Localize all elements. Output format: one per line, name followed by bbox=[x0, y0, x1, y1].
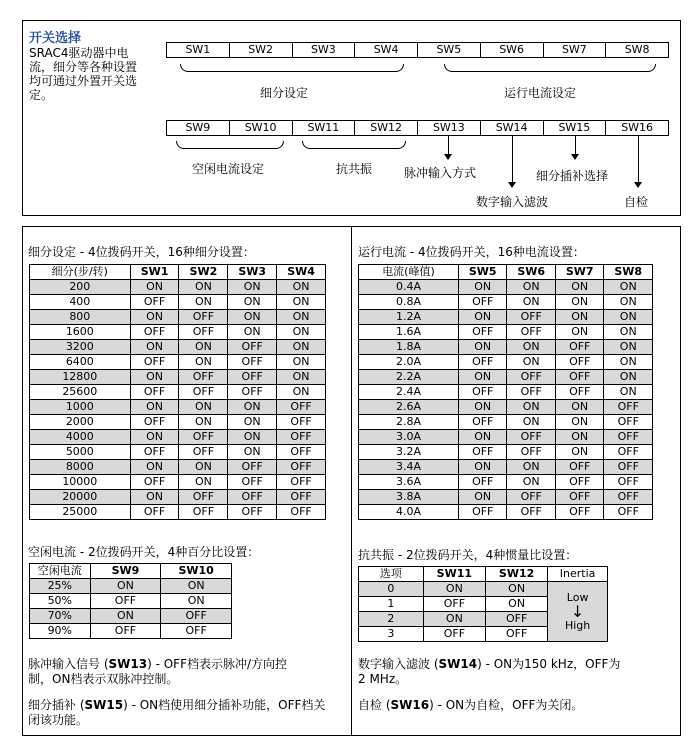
table-cell: ON bbox=[507, 415, 556, 430]
table-cell: ON bbox=[130, 460, 179, 475]
table-header-cell: Inertia bbox=[548, 567, 608, 582]
switch-label: SW8 bbox=[624, 43, 650, 56]
switch-label: SW10 bbox=[230, 121, 293, 135]
table-cell: OFF bbox=[179, 490, 228, 505]
table-row bbox=[359, 370, 653, 385]
table-cell: OFF bbox=[458, 385, 507, 400]
table-cell: 5000 bbox=[30, 445, 131, 460]
idle-heading: 空闲电流 - 2位拨码开关，4种百分比设置： bbox=[28, 545, 260, 559]
table-row bbox=[359, 355, 653, 370]
table-cell: ON bbox=[507, 340, 556, 355]
table-cell: ON bbox=[277, 385, 326, 400]
table-cell: 90% bbox=[30, 624, 91, 639]
table-row bbox=[359, 400, 653, 415]
table-cell: OFF bbox=[507, 505, 556, 520]
table-cell: ON bbox=[458, 280, 507, 295]
table-cell: ON bbox=[507, 475, 556, 490]
subdiv-heading: 细分设定 - 4位拨码开关，16种细分设置： bbox=[28, 245, 255, 259]
label-self: 自检 bbox=[624, 195, 649, 209]
switch-row-1 bbox=[166, 42, 669, 58]
table-cell: OFF bbox=[555, 490, 604, 505]
table-cell: ON bbox=[179, 400, 228, 415]
table-row bbox=[30, 505, 326, 520]
table-row bbox=[30, 370, 326, 385]
table-cell: ON bbox=[458, 460, 507, 475]
table-cell: 1600 bbox=[30, 325, 131, 340]
table-cell: OFF bbox=[485, 612, 547, 627]
table-cell: ON bbox=[507, 355, 556, 370]
table-row bbox=[359, 280, 653, 295]
digital-note: 数字输入滤波 (SW14) - ON为150 kHz，OFF为 2 MHz。 bbox=[358, 657, 621, 686]
table-header-row bbox=[359, 265, 653, 280]
table-cell: OFF bbox=[90, 624, 161, 639]
table-cell: ON bbox=[130, 370, 179, 385]
table-cell: ON bbox=[555, 400, 604, 415]
table-cell: OFF bbox=[179, 385, 228, 400]
table-cell: OFF bbox=[277, 445, 326, 460]
anti-heading: 抗共振 - 2位拨码开关，4种惯量比设置： bbox=[358, 548, 578, 562]
table-cell: ON bbox=[90, 579, 161, 594]
table-cell: 2.2A bbox=[359, 370, 459, 385]
switch-label: SW16 bbox=[621, 121, 654, 134]
table-row bbox=[30, 310, 326, 325]
anti-table bbox=[358, 566, 608, 642]
table-cell: OFF bbox=[277, 400, 326, 415]
table-cell: ON bbox=[179, 460, 228, 475]
self-note: 自检 (SW16) - ON为自检，OFF为关闭。 bbox=[358, 698, 584, 712]
table-cell: 2.0A bbox=[359, 355, 459, 370]
table-cell: ON bbox=[507, 460, 556, 475]
table-cell: 1000 bbox=[30, 400, 131, 415]
interp-arrow-line bbox=[575, 136, 576, 156]
table-cell: ON bbox=[228, 415, 277, 430]
table-header-cell: SW12 bbox=[485, 567, 547, 582]
table-header-cell: SW1 bbox=[130, 265, 179, 280]
idle-brace bbox=[176, 141, 284, 149]
table-cell: 4000 bbox=[30, 430, 131, 445]
table-row bbox=[30, 475, 326, 490]
table-header-cell: SW7 bbox=[555, 265, 604, 280]
subdiv-table bbox=[29, 264, 326, 520]
switch-label: SW15 bbox=[544, 121, 607, 135]
table-row bbox=[30, 445, 326, 460]
table-row bbox=[30, 594, 232, 609]
table-row bbox=[359, 310, 653, 325]
table-row bbox=[359, 415, 653, 430]
table-cell: 12800 bbox=[30, 370, 131, 385]
table-cell: OFF bbox=[277, 490, 326, 505]
table-cell: OFF bbox=[604, 400, 653, 415]
table-cell: OFF bbox=[130, 475, 179, 490]
table-cell: 1 bbox=[359, 597, 424, 612]
table-cell: OFF bbox=[555, 370, 604, 385]
label-subdiv: 细分设定 bbox=[260, 86, 309, 100]
subdiv-brace bbox=[180, 64, 404, 72]
switch-label: SW4 bbox=[355, 43, 418, 57]
table-cell: ON bbox=[179, 415, 228, 430]
table-cell: ON bbox=[228, 430, 277, 445]
table-cell: ON bbox=[179, 280, 228, 295]
section-title: 开关选择 bbox=[29, 31, 82, 46]
table-cell: OFF bbox=[507, 325, 556, 340]
table-header-cell: SW3 bbox=[228, 265, 277, 280]
table-cell: ON bbox=[555, 295, 604, 310]
table-header-cell: SW10 bbox=[161, 564, 232, 579]
table-cell: ON bbox=[604, 355, 653, 370]
table-cell: ON bbox=[130, 310, 179, 325]
table-cell: ON bbox=[277, 310, 326, 325]
table-header-cell: SW9 bbox=[90, 564, 161, 579]
table-cell: 0 bbox=[359, 582, 424, 597]
table-header-cell: 电流(峰值) bbox=[359, 265, 459, 280]
table-cell: ON bbox=[604, 385, 653, 400]
table-row bbox=[359, 490, 653, 505]
switch-label: SW12 bbox=[355, 121, 418, 135]
table-header-cell: SW11 bbox=[423, 567, 485, 582]
table-cell: ON bbox=[555, 445, 604, 460]
table-cell: 2000 bbox=[30, 415, 131, 430]
table-cell: 400 bbox=[30, 295, 131, 310]
table-row bbox=[30, 325, 326, 340]
table-cell: 70% bbox=[30, 609, 91, 624]
table-row bbox=[359, 582, 608, 597]
table-row bbox=[30, 355, 326, 370]
table-cell: ON bbox=[228, 445, 277, 460]
table-cell: OFF bbox=[507, 430, 556, 445]
table-header-cell: 细分(步/转) bbox=[30, 265, 131, 280]
switch-label: SW6 bbox=[481, 43, 544, 57]
table-cell: OFF bbox=[130, 355, 179, 370]
table-cell: ON bbox=[555, 280, 604, 295]
table-cell: ON bbox=[277, 295, 326, 310]
switch-label: SW14 bbox=[481, 121, 544, 135]
table-cell: OFF bbox=[507, 385, 556, 400]
table-cell: ON bbox=[458, 490, 507, 505]
table-cell: OFF bbox=[507, 310, 556, 325]
table-cell: OFF bbox=[555, 340, 604, 355]
table-row bbox=[30, 385, 326, 400]
switch-label: SW1 bbox=[167, 43, 230, 57]
table-cell: 3.8A bbox=[359, 490, 459, 505]
table-cell: ON bbox=[485, 582, 547, 597]
table-row bbox=[30, 400, 326, 415]
table-cell: OFF bbox=[604, 475, 653, 490]
table-cell: OFF bbox=[130, 415, 179, 430]
table-cell: ON bbox=[507, 400, 556, 415]
table-cell: OFF bbox=[228, 475, 277, 490]
table-header-cell: SW4 bbox=[277, 265, 326, 280]
switch-label: SW5 bbox=[418, 43, 481, 57]
switch-label: SW2 bbox=[230, 43, 293, 57]
table-cell: ON bbox=[277, 280, 326, 295]
table-cell: ON bbox=[604, 295, 653, 310]
switch-label: SW11 bbox=[293, 121, 356, 135]
table-cell: OFF bbox=[507, 490, 556, 505]
table-row bbox=[30, 579, 232, 594]
table-cell: OFF bbox=[458, 475, 507, 490]
table-cell: OFF bbox=[130, 445, 179, 460]
table-cell: ON bbox=[458, 370, 507, 385]
table-cell: ON bbox=[423, 582, 485, 597]
table-cell: OFF bbox=[277, 475, 326, 490]
table-cell: OFF bbox=[179, 430, 228, 445]
table-row bbox=[30, 340, 326, 355]
table-cell: ON bbox=[90, 609, 161, 624]
panel-divider bbox=[351, 226, 352, 736]
table-cell: 1.6A bbox=[359, 325, 459, 340]
table-cell: OFF bbox=[458, 295, 507, 310]
table-cell: 0.4A bbox=[359, 280, 459, 295]
table-cell: OFF bbox=[555, 385, 604, 400]
table-cell: 3.4A bbox=[359, 460, 459, 475]
table-cell: ON bbox=[458, 430, 507, 445]
table-cell: 20000 bbox=[30, 490, 131, 505]
table-cell: OFF bbox=[179, 325, 228, 340]
table-cell: OFF bbox=[604, 490, 653, 505]
table-cell: OFF bbox=[228, 340, 277, 355]
table-cell: OFF bbox=[458, 415, 507, 430]
table-row bbox=[359, 340, 653, 355]
table-cell: OFF bbox=[458, 355, 507, 370]
label-idle: 空闲电流设定 bbox=[192, 162, 265, 176]
table-cell: ON bbox=[228, 310, 277, 325]
inertia-scale-cell bbox=[548, 582, 608, 642]
run-brace bbox=[444, 64, 656, 72]
table-cell: ON bbox=[423, 612, 485, 627]
table-cell: OFF bbox=[458, 445, 507, 460]
table-cell: 3.0A bbox=[359, 430, 459, 445]
table-cell: 25600 bbox=[30, 385, 131, 400]
table-cell: OFF bbox=[604, 505, 653, 520]
table-cell: OFF bbox=[228, 460, 277, 475]
table-header-cell: SW2 bbox=[179, 265, 228, 280]
table-cell: OFF bbox=[161, 609, 232, 624]
switch-label: SW7 bbox=[544, 43, 607, 57]
table-row bbox=[359, 505, 653, 520]
table-cell: ON bbox=[130, 430, 179, 445]
table-cell: 1.2A bbox=[359, 310, 459, 325]
table-cell: ON bbox=[179, 475, 228, 490]
table-cell: OFF bbox=[604, 415, 653, 430]
table-header-row bbox=[30, 265, 326, 280]
table-cell: 2.6A bbox=[359, 400, 459, 415]
table-cell: ON bbox=[604, 280, 653, 295]
table-header-row bbox=[359, 567, 608, 582]
table-cell: OFF bbox=[277, 415, 326, 430]
table-cell: 25000 bbox=[30, 505, 131, 520]
table-cell: ON bbox=[604, 370, 653, 385]
table-cell: 1.8A bbox=[359, 340, 459, 355]
table-cell: 3.6A bbox=[359, 475, 459, 490]
pulse-arrow-line bbox=[448, 136, 449, 156]
table-cell: OFF bbox=[179, 310, 228, 325]
switch-label: SW9 bbox=[167, 121, 230, 135]
table-cell: OFF bbox=[228, 505, 277, 520]
table-cell: OFF bbox=[179, 505, 228, 520]
inertia-high-label: High bbox=[564, 618, 591, 632]
table-cell: OFF bbox=[507, 370, 556, 385]
table-row bbox=[30, 415, 326, 430]
table-cell: ON bbox=[555, 430, 604, 445]
table-cell: ON bbox=[130, 400, 179, 415]
table-row bbox=[359, 295, 653, 310]
table-row bbox=[30, 280, 326, 295]
table-cell: OFF bbox=[179, 370, 228, 385]
interp-note: 细分插补 (SW15) - ON档使用细分插补功能，OFF档关 闭该功能。 bbox=[28, 698, 326, 727]
table-cell: OFF bbox=[555, 355, 604, 370]
table-row bbox=[359, 325, 653, 340]
label-pulse: 脉冲输入方式 bbox=[404, 166, 477, 180]
table-cell: OFF bbox=[423, 597, 485, 612]
table-cell: ON bbox=[277, 340, 326, 355]
label-interp: 细分插补选择 bbox=[536, 169, 609, 183]
table-cell: OFF bbox=[458, 325, 507, 340]
table-header-cell: SW5 bbox=[458, 265, 507, 280]
table-row bbox=[30, 460, 326, 475]
table-cell: ON bbox=[277, 325, 326, 340]
table-cell: ON bbox=[130, 340, 179, 355]
table-cell: OFF bbox=[228, 490, 277, 505]
table-cell: OFF bbox=[555, 475, 604, 490]
table-cell: OFF bbox=[130, 295, 179, 310]
table-cell: OFF bbox=[277, 430, 326, 445]
table-cell: 50% bbox=[30, 594, 91, 609]
table-cell: ON bbox=[179, 295, 228, 310]
table-cell: ON bbox=[277, 370, 326, 385]
table-cell: ON bbox=[277, 355, 326, 370]
table-cell: 2.8A bbox=[359, 415, 459, 430]
idle-table bbox=[29, 563, 232, 639]
table-cell: 800 bbox=[30, 310, 131, 325]
table-cell: OFF bbox=[228, 385, 277, 400]
self-arrow-line bbox=[638, 136, 639, 184]
table-cell: OFF bbox=[604, 430, 653, 445]
table-cell: 3 bbox=[359, 627, 424, 642]
table-cell: OFF bbox=[458, 505, 507, 520]
table-cell: OFF bbox=[555, 505, 604, 520]
table-cell: OFF bbox=[485, 627, 547, 642]
switch-label: SW13 bbox=[418, 121, 481, 135]
table-cell: OFF bbox=[228, 355, 277, 370]
table-header-cell: 选项 bbox=[359, 567, 424, 582]
digital-arrow-icon bbox=[508, 182, 516, 188]
table-row bbox=[359, 460, 653, 475]
table-header-row bbox=[30, 564, 232, 579]
table-cell: OFF bbox=[161, 624, 232, 639]
table-cell: ON bbox=[179, 340, 228, 355]
table-cell: OFF bbox=[507, 445, 556, 460]
label-run: 运行电流设定 bbox=[504, 86, 577, 100]
table-cell: ON bbox=[555, 325, 604, 340]
section-description: SRAC4驱动器中电 流，细分等各种设置 均可通过外置开关选 定。 bbox=[29, 46, 138, 102]
table-cell: ON bbox=[161, 579, 232, 594]
table-cell: 4.0A bbox=[359, 505, 459, 520]
table-cell: ON bbox=[228, 295, 277, 310]
table-row bbox=[30, 624, 232, 639]
table-cell: ON bbox=[507, 295, 556, 310]
table-cell: OFF bbox=[604, 445, 653, 460]
table-row bbox=[359, 445, 653, 460]
table-header-cell: 空闲电流 bbox=[30, 564, 91, 579]
table-cell: ON bbox=[179, 355, 228, 370]
inertia-low-label: Low bbox=[566, 590, 589, 604]
table-cell: 25% bbox=[30, 579, 91, 594]
table-cell: ON bbox=[130, 280, 179, 295]
run-table bbox=[358, 264, 653, 520]
table-cell: 8000 bbox=[30, 460, 131, 475]
table-cell: ON bbox=[161, 594, 232, 609]
switch-row-2 bbox=[166, 120, 669, 136]
table-cell: 3.2A bbox=[359, 445, 459, 460]
table-row bbox=[359, 385, 653, 400]
table-cell: ON bbox=[458, 310, 507, 325]
table-cell: ON bbox=[507, 280, 556, 295]
table-cell: OFF bbox=[90, 594, 161, 609]
table-cell: OFF bbox=[604, 460, 653, 475]
table-cell: 0.8A bbox=[359, 295, 459, 310]
table-cell: ON bbox=[604, 325, 653, 340]
table-cell: OFF bbox=[228, 370, 277, 385]
table-row bbox=[30, 490, 326, 505]
table-cell: ON bbox=[555, 310, 604, 325]
pulse-note: 脉冲输入信号 (SW13) - OFF档表示脉冲/方向控 制，ON档表示双脉冲控制。 bbox=[28, 657, 288, 686]
table-cell: OFF bbox=[130, 505, 179, 520]
table-cell: OFF bbox=[277, 505, 326, 520]
table-cell: 2 bbox=[359, 612, 424, 627]
table-row bbox=[359, 475, 653, 490]
interp-arrow-icon bbox=[571, 154, 579, 160]
table-cell: OFF bbox=[423, 627, 485, 642]
table-cell: ON bbox=[228, 325, 277, 340]
table-cell: ON bbox=[604, 310, 653, 325]
table-cell: ON bbox=[485, 597, 547, 612]
table-cell: OFF bbox=[130, 325, 179, 340]
table-cell: 3200 bbox=[30, 340, 131, 355]
label-digital: 数字输入滤波 bbox=[476, 195, 549, 209]
table-cell: ON bbox=[228, 280, 277, 295]
table-cell: OFF bbox=[179, 445, 228, 460]
table-cell: OFF bbox=[130, 385, 179, 400]
table-row bbox=[30, 295, 326, 310]
table-cell: 2.4A bbox=[359, 385, 459, 400]
anti-brace bbox=[302, 141, 406, 149]
table-row bbox=[30, 609, 232, 624]
table-header-cell: SW6 bbox=[507, 265, 556, 280]
table-cell: ON bbox=[604, 340, 653, 355]
table-cell: OFF bbox=[555, 460, 604, 475]
table-cell: 10000 bbox=[30, 475, 131, 490]
self-arrow-icon bbox=[634, 182, 642, 188]
digital-arrow-line bbox=[512, 136, 513, 184]
table-cell: ON bbox=[458, 340, 507, 355]
table-cell: ON bbox=[228, 400, 277, 415]
pulse-arrow-icon bbox=[444, 154, 452, 160]
table-cell: ON bbox=[458, 400, 507, 415]
table-row bbox=[359, 430, 653, 445]
run-heading: 运行电流 - 4位拨码开关，16种电流设置： bbox=[358, 245, 585, 259]
table-cell: 6400 bbox=[30, 355, 131, 370]
arrow-down-icon: ↓ bbox=[570, 601, 585, 621]
table-cell: 200 bbox=[30, 280, 131, 295]
table-header-cell: SW8 bbox=[604, 265, 653, 280]
table-cell: OFF bbox=[277, 460, 326, 475]
label-anti: 抗共振 bbox=[336, 162, 373, 176]
table-cell: ON bbox=[555, 415, 604, 430]
table-cell: ON bbox=[130, 490, 179, 505]
switch-label: SW3 bbox=[293, 43, 356, 57]
table-row bbox=[30, 430, 326, 445]
